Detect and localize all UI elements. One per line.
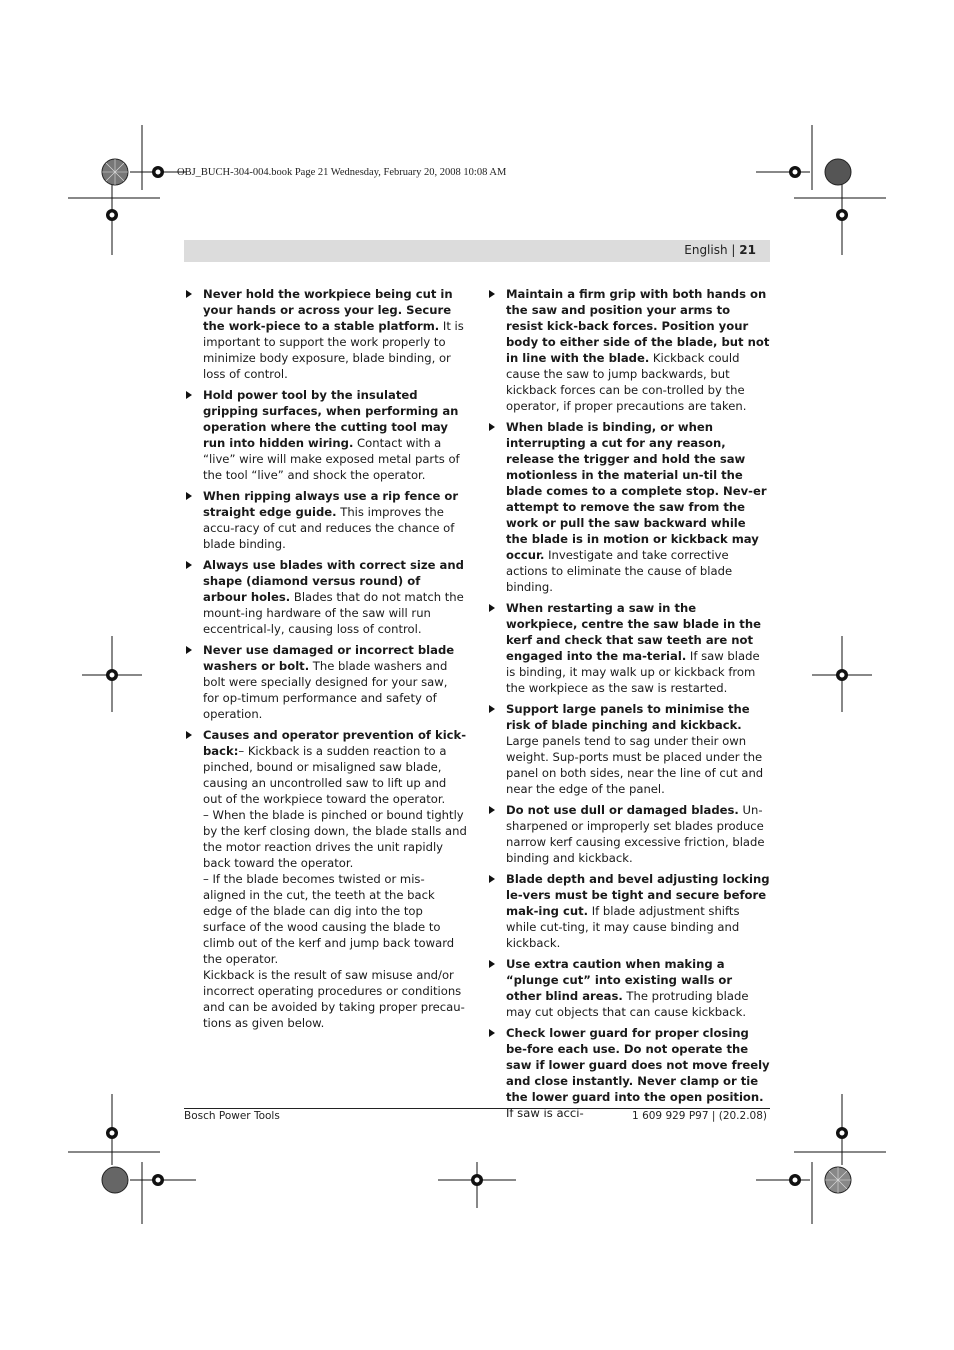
list-item [185, 557, 467, 637]
list-item-text [506, 802, 770, 866]
bullet-icon [489, 604, 495, 612]
list-item-body: If saw blade is binding, it may walk up or kickback from the workpiece as the saw is restarted. [506, 649, 760, 695]
bullet-icon [489, 423, 495, 431]
list-item-text [203, 557, 467, 637]
list-item [185, 387, 467, 483]
list-item-heading: Use extra caution when making a “plunge cut” into existing walls or other blind areas. [506, 957, 733, 1003]
list-item-heading: Support large panels to minimise the risk of blade pinching and kickback. [506, 702, 750, 732]
bullet-icon [489, 806, 495, 814]
list-item-heading: When ripping always use a rip fence or straight edge guide. [203, 489, 459, 519]
list-item-body: Kickback could cause the saw to jump backwards, but kickback forces can be con-trolled by the operator, if proper precautions are taken. [506, 351, 747, 413]
print-info: OBJ_BUCH-304-004.book Page 21 Wednesday, February 20, 2008 10:08 AM [177, 167, 507, 178]
list-item-body: Contact with a “live” wire will make exposed metal parts of the tool “live” and shock the operator. [203, 436, 460, 482]
list-item-heading: Never hold the workpiece being cut in your hands or across your leg. Secure the work-piece to a stable platform. [203, 287, 453, 333]
right-column [488, 286, 770, 1126]
list-item [488, 956, 770, 1020]
list-item [488, 1025, 770, 1121]
bullet-icon [489, 875, 495, 883]
list-item-heading: Causes and operator prevention of kick-back: [203, 728, 467, 758]
list-item-text [203, 387, 467, 483]
list-item-text [203, 488, 467, 552]
left-column [185, 286, 467, 1036]
list-item-heading: Hold power tool by the insulated gripping surfaces, when performing an operation where the cutting tool may run into hidden wiring. [203, 388, 459, 450]
list-item-heading: When blade is binding, or when interrupting a cut for any reason, release the trigger and hold the saw motionless in the material un-til the blade comes to a complete stop. Nev-er attempt to remove the saw from the work or pull the saw backward while the blade is in motion or kickback may occur. [506, 420, 767, 562]
footer-divider [184, 1108, 770, 1109]
list-item-heading: Always use blades with correct size and shape (diamond versus round) of arbour holes. [203, 558, 464, 604]
footer-doc-code: 1 609 929 P97 | (20.2.08) [632, 1110, 767, 1122]
list-item-heading: Check lower guard for proper closing be-fore each use. Do not operate the saw if lower guard does not move freely and close instantly. Never clamp or tie the lower guard into the open position. [506, 1026, 770, 1104]
bullet-icon [186, 391, 192, 399]
bullet-icon [186, 731, 192, 739]
list-item-text [203, 286, 467, 382]
list-item-text [506, 600, 770, 696]
list-item-body: Blades that do not match the mount-ing hardware of the saw will run eccentrical-ly, causing loss of control. [203, 590, 464, 636]
list-item-body: Un-sharpened or improperly set blades produce narrow kerf causing excessive friction, blade binding and kickback. [506, 803, 765, 865]
bullet-icon [489, 960, 495, 968]
list-item-heading: Never use damaged or incorrect blade washers or bolt. [203, 643, 455, 673]
list-item-body: The blade washers and bolt were specially designed for your saw, for op-timum performance and safety of operation. [203, 659, 448, 721]
bullet-icon [186, 290, 192, 298]
list-item-text [203, 642, 467, 722]
list-item-body: The protruding blade may cut objects that can cause kickback. [506, 989, 749, 1019]
bullet-icon [186, 561, 192, 569]
list-item-heading: Blade depth and bevel adjusting locking le-vers must be tight and secure before mak-ing cut. [506, 872, 770, 918]
list-item [488, 419, 770, 595]
list-item-text [203, 727, 467, 1031]
list-item-text [506, 871, 770, 951]
bullet-icon [186, 646, 192, 654]
header-separator: | [731, 243, 736, 257]
list-item [488, 871, 770, 951]
list-item-text [506, 701, 770, 797]
list-item-text [506, 1025, 770, 1121]
bullet-icon [489, 290, 495, 298]
list-item [488, 701, 770, 797]
page-header [184, 240, 770, 262]
list-item-body: If blade adjustment shifts while cut-ting, it may cause binding and kickback. [506, 904, 740, 950]
list-item-heading: Maintain a firm grip with both hands on the saw and position your arms to resist kick-back forces. Position your body to either side of the blade, but not in line with the blade. [506, 287, 770, 365]
list-item-body: Large panels tend to sag under their own weight. Sup-ports must be placed under the panel on both sides, near the line of cut and near the edge of the panel. [506, 734, 764, 796]
list-item [185, 286, 467, 382]
bullet-icon [489, 1029, 495, 1037]
page-number: 21 [739, 243, 756, 257]
header-language: English [684, 243, 728, 257]
list-item [488, 286, 770, 414]
list-item [185, 642, 467, 722]
footer-brand: Bosch Power Tools [184, 1110, 280, 1122]
list-item-body: Investigate and take corrective actions to eliminate the cause of blade binding. [506, 548, 733, 594]
list-item-body: If saw is acci- [506, 1106, 584, 1120]
bullet-icon [186, 492, 192, 500]
list-item-body: It is important to support the work properly to minimize body exposure, blade binding, or loss of control. [203, 319, 464, 381]
list-item [488, 600, 770, 696]
list-item [185, 727, 467, 1031]
list-item-text [506, 286, 770, 414]
list-item-heading: When restarting a saw in the workpiece, centre the saw blade in the kerf and check that saw teeth are not engaged into the ma-terial. [506, 601, 761, 663]
list-item-text [506, 419, 770, 595]
header-label [684, 243, 756, 257]
list-item-text [506, 956, 770, 1020]
list-item-body: This improves the accu-racy of cut and reduces the chance of blade binding. [203, 505, 455, 551]
list-item [185, 488, 467, 552]
list-item-heading: Do not use dull or damaged blades. [506, 803, 739, 817]
list-item [488, 802, 770, 866]
list-item-body: – Kickback is a sudden reaction to a pinched, bound or misaligned saw blade, causing an uncontrolled saw to lift up and out of the workpiece toward the operator. – When the blade is pinched or bound tightly by the kerf closing down, the blade stalls and the motor reaction drives the unit rapidly back toward the operator. – If the blade becomes twisted or mis-aligned in the cut, the teeth at the back edge of the blade can dig into the top surface of the wood causing the blade to climb out of the kerf and jump back toward the operator. Kickback is the result of saw misuse and/or incorrect operating procedures or conditions and can be avoided by taking proper precau-tions as given below. [203, 744, 467, 1030]
bullet-icon [489, 705, 495, 713]
